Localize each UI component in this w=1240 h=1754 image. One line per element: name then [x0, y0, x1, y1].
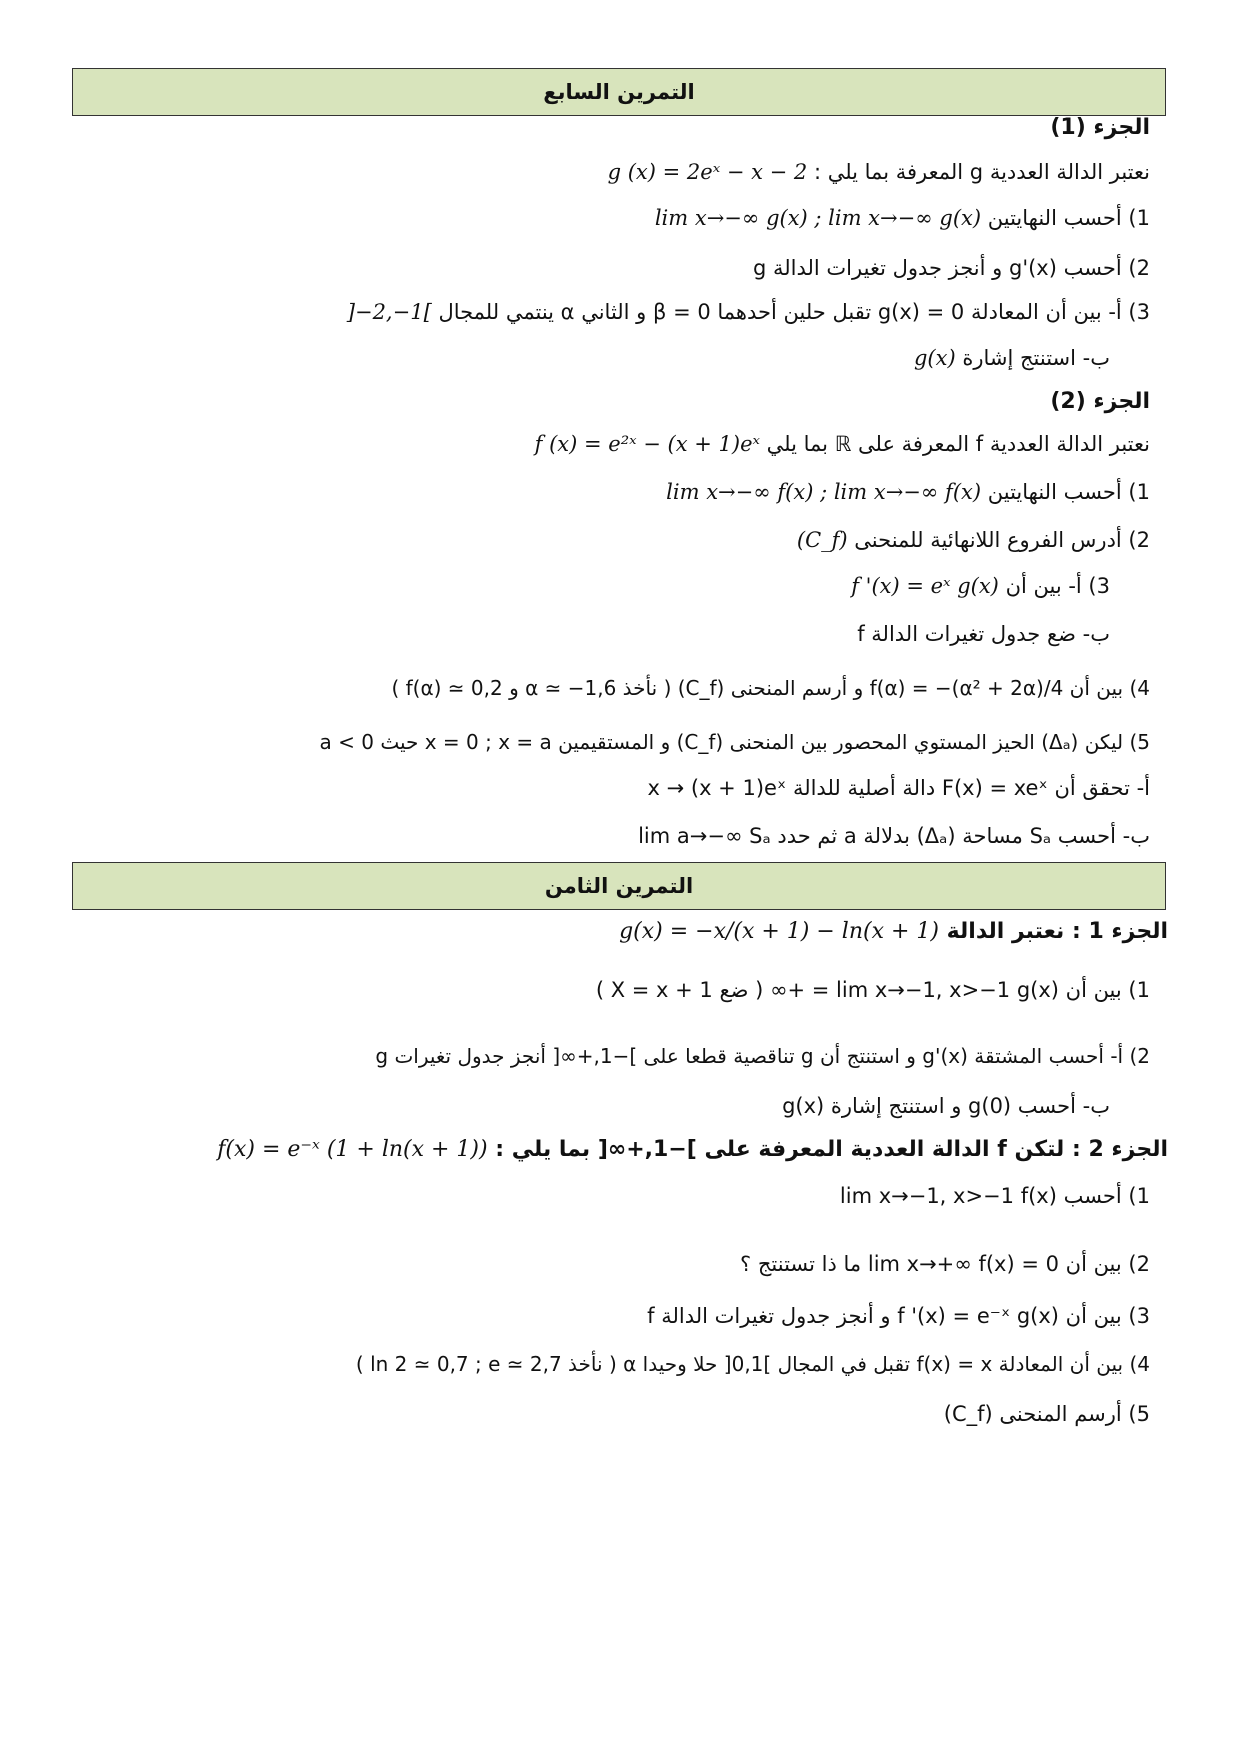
- ex7-part2-label: الجزء (2): [1050, 389, 1150, 414]
- ex8-part1-q2b: ب- أحسب g(0) و استنتج إشارة g(x): [782, 1094, 1110, 1118]
- ex7-part1-intro-text: نعتبر الدالة العددية g المعرفة بما يلي :: [813, 160, 1150, 184]
- ex7-part1-label: الجزء (1): [1050, 115, 1150, 140]
- ex8-part2-q5: 5) أرسم المنحنى (C_f): [943, 1402, 1150, 1426]
- ex7-part1-q2: 2) أحسب g'(x) و أنجز جدول تغيرات الدالة g: [752, 256, 1150, 280]
- ex8-part1-q2a: 2) أ- أحسب المشتقة g'(x) و استنتج أن g تناقصية قطعا على ]−1,+∞[ أنجز جدول تغيرات g: [375, 1044, 1150, 1068]
- ex7-part2-q3a: [160, 566, 1110, 606]
- ex7-part2-q2-text: 2) أدرس الفروع اللانهائية للمنحنى: [854, 528, 1150, 552]
- ex8-g-definition: g(x) = −x/(x + 1) − ln(x + 1): [619, 919, 939, 944]
- ex8-part1-label: [160, 912, 1168, 952]
- ex7-part1-q3a-text: 3) أ- بين أن المعادلة g(x) = 0 تقبل حلين أحدهما β = 0 و الثاني α ينتمي للمجال: [438, 300, 1150, 324]
- ex7-part1-q3b: [160, 338, 1110, 378]
- ex8-part2-q4: 4) بين أن المعادلة f(x) = x تقبل في المجال ]0,1[ حلا وحيدا α ( نأخذ ln 2 ≃ 0,7 ; e ≃ 2,7 ): [355, 1352, 1150, 1376]
- ex7-part2-q2-curve: (C_f): [796, 528, 848, 552]
- exercise-8-title-box: [72, 862, 1166, 910]
- ex8-part1-q1: 1) بين أن lim x→−1, x>−1 g(x) = +∞ ( ضع X = x + 1 ): [595, 978, 1150, 1002]
- ex7-part2-q1-text: 1) أحسب النهايتين: [987, 480, 1150, 504]
- ex7-part2-q2: [160, 520, 1150, 560]
- exercise-7-title: التمرين السابع: [543, 80, 695, 104]
- ex8-part2-label: [200, 1130, 1168, 1170]
- ex7-part1-q3b-text: ب- استنتج إشارة: [962, 346, 1110, 370]
- ex7-part1-q3a-interval: ]−2,−1[: [346, 300, 432, 324]
- ex7-part2-intro: [160, 424, 1150, 464]
- ex8-part1-label-text: الجزء 1 : نعتبر الدالة: [946, 919, 1168, 944]
- ex8-part2-q3: 3) بين أن f '(x) = e⁻ˣ g(x) و أنجز جدول تغيرات الدالة f: [647, 1304, 1150, 1328]
- ex7-part1-q1-text: 1) أحسب النهايتين: [987, 206, 1150, 230]
- ex7-part2-intro-text: نعتبر الدالة العددية f المعرفة على ℝ بما يلي: [766, 432, 1150, 456]
- ex7-part2-q5b: ب- أحسب Sₐ مساحة (Δₐ) بدلالة a ثم حدد lim a→−∞ Sₐ: [638, 824, 1150, 848]
- ex7-part2-q4: 4) بين أن f(α) = −(α² + 2α)/4 و أرسم المنحنى (C_f) ( نأخذ α ≃ −1,6 و f(α) ≃ 0,2 ): [391, 676, 1150, 700]
- ex7-part1-q3a: [180, 292, 1150, 332]
- ex7-part2-q5: 5) ليكن (Δₐ) الحيز المستوي المحصور بين المنحنى (C_f) و المستقيمين x = 0 ; x = a حيث a < 0: [319, 730, 1150, 754]
- ex8-part2-q2: 2) بين أن lim x→+∞ f(x) = 0 ما ذا تستنتج ؟: [740, 1252, 1150, 1276]
- ex7-part2-q3b: ب- ضع جدول تغيرات الدالة f: [857, 622, 1110, 646]
- ex7-f-definition: f (x) = e²ˣ − (x + 1)eˣ: [534, 432, 760, 456]
- ex7-part2-q1: [160, 472, 1150, 512]
- ex7-part1-q1: [160, 198, 1150, 238]
- ex7-part2-q3a-math: f '(x) = eˣ g(x): [851, 574, 999, 598]
- ex7-part1-q3b-math: g(x): [913, 346, 956, 370]
- ex8-part2-q1: 1) أحسب lim x→−1, x>−1 f(x): [839, 1184, 1150, 1208]
- exercise-8-title: التمرين الثامن: [544, 874, 694, 898]
- ex7-part2-q5a: أ- تحقق أن F(x) = xeˣ دالة أصلية للدالة x → (x + 1)eˣ: [647, 776, 1150, 800]
- ex7-part1-q1-limits: lim x→−∞ g(x) ; lim x→−∞ g(x): [654, 206, 982, 230]
- ex7-part2-q1-limits: lim x→−∞ f(x) ; lim x→−∞ f(x): [666, 480, 982, 504]
- ex7-part1-intro: [160, 152, 1150, 192]
- ex7-part2-q3a-text: 3) أ- بين أن: [1005, 574, 1110, 598]
- ex8-f-definition: f(x) = e⁻ˣ (1 + ln(x + 1)): [217, 1137, 488, 1162]
- ex7-g-definition: g (x) = 2eˣ − x − 2: [607, 160, 808, 184]
- ex8-part2-label-text: الجزء 2 : لتكن f الدالة العددية المعرفة على ]−1,+∞[ بما يلي :: [495, 1137, 1168, 1162]
